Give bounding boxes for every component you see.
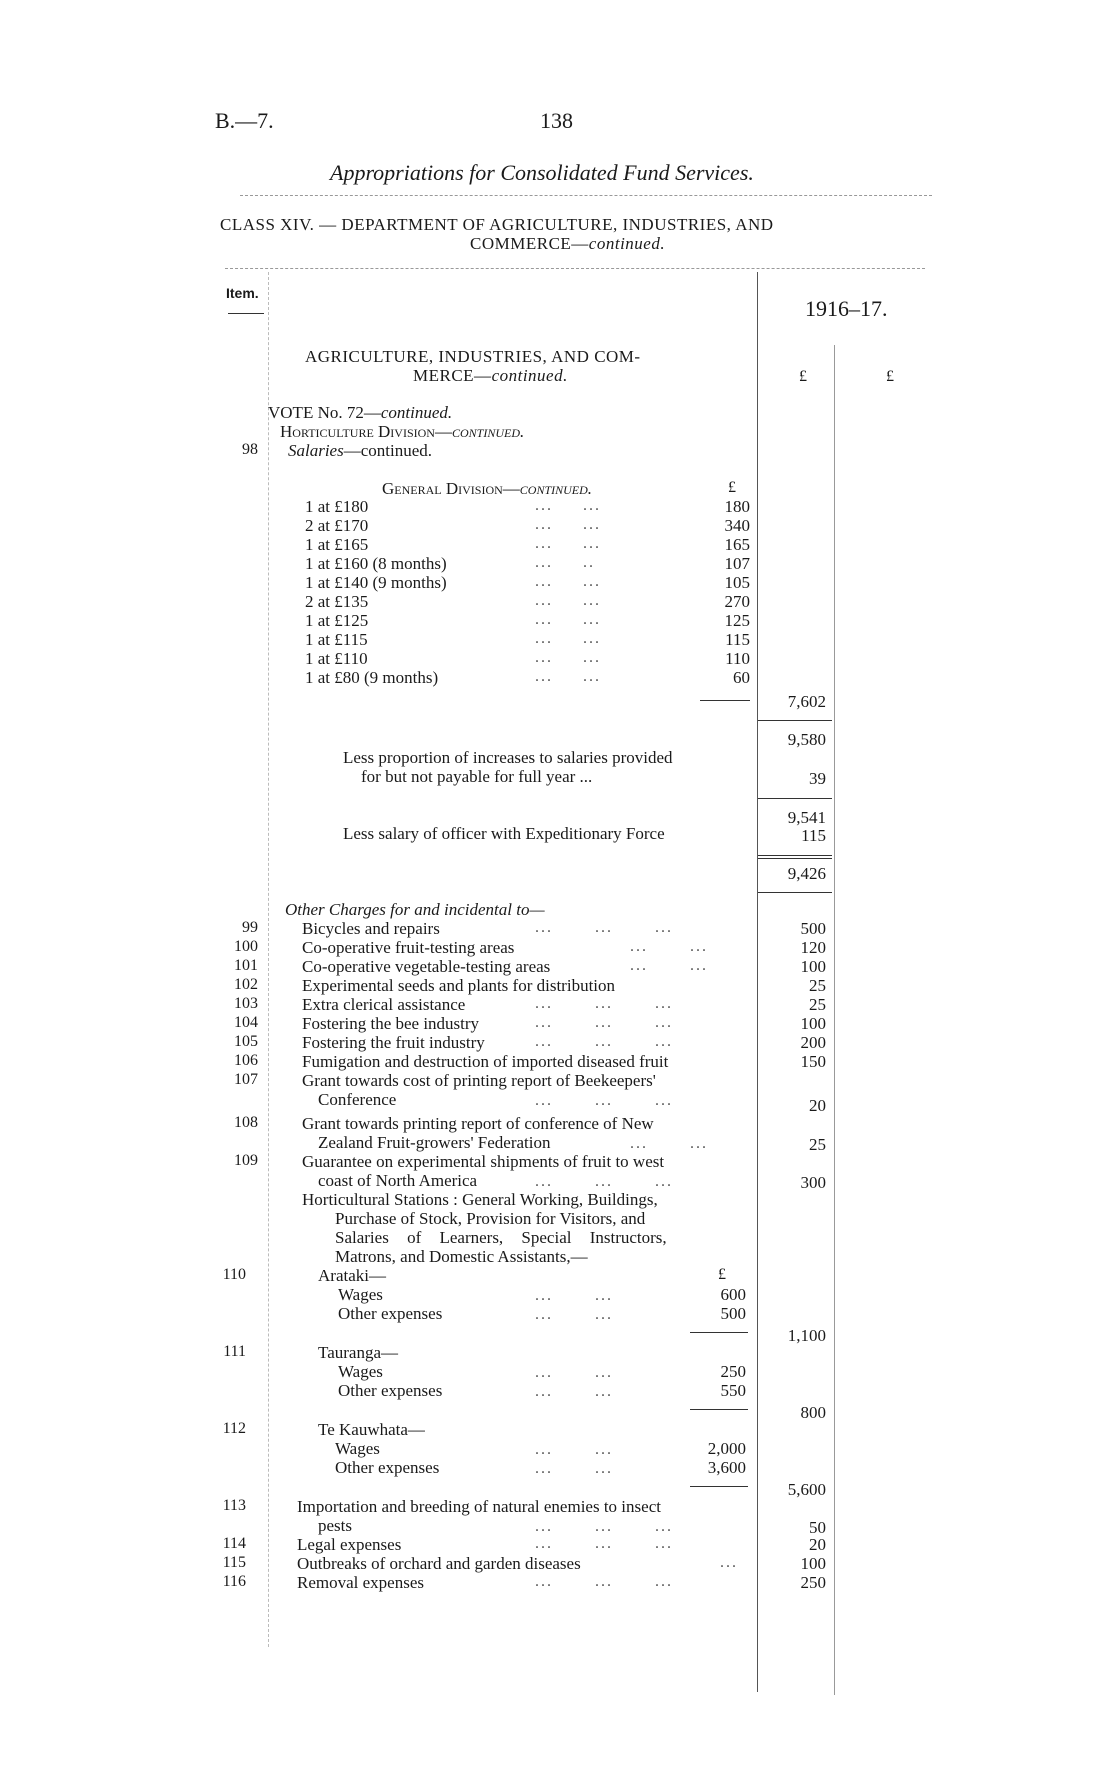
net-salaries-total: 9,426 — [787, 864, 826, 883]
general-division-heading: General Division—continued. — [382, 479, 593, 498]
item-number-113: 113 — [222, 1497, 246, 1514]
total-rule-2 — [758, 798, 832, 799]
salary-row: 1 at £80 (9 months) ... ... 60 — [305, 668, 750, 687]
vote-number: VOTE No. 72—continued. — [268, 403, 453, 422]
gross-total: 9,580 — [787, 730, 826, 749]
total-rule-4 — [758, 892, 832, 893]
te-kauwhata-other-label: Other expenses — [335, 1458, 440, 1477]
item-number-110: 110 — [222, 1266, 246, 1283]
item-number-98: 98 — [242, 441, 258, 458]
arataki-wages: 600 — [720, 1285, 746, 1304]
item-header-underline — [228, 313, 264, 314]
section-title-line1: AGRICULTURE, INDUSTRIES, AND COM- — [305, 347, 641, 366]
charge-row: 100 Co-operative fruit-testing areas ... ... 120 — [234, 938, 826, 957]
less-salary-amount: 115 — [801, 826, 826, 845]
pound-sign-col1: £ — [799, 368, 807, 385]
tauranga-wages: 250 — [720, 1362, 746, 1381]
arataki-pound: £ — [718, 1266, 726, 1283]
item-107-amount: 20 — [809, 1096, 826, 1115]
tauranga-other-dots: ... ... — [535, 1383, 613, 1400]
te-kauwhata-total: 5,600 — [787, 1480, 826, 1499]
tauranga-other-label: Other expenses — [338, 1381, 443, 1400]
less-proportion-line1: Less proportion of increases to salaries provided — [343, 748, 673, 767]
item-109-dots: ... ... ... — [535, 1173, 673, 1190]
pound-sign-col2: £ — [886, 368, 894, 385]
arataki-heading: Arataki— — [318, 1266, 386, 1285]
salary-row: 2 at £135 ... ... 270 — [305, 592, 750, 611]
stations-line3: Salaries of Learners, Special Instructors, — [335, 1228, 667, 1247]
arataki-other: 500 — [720, 1304, 746, 1323]
charge-row: 101 Co-operative vegetable-testing areas ... ... 100 — [234, 957, 826, 976]
salary-subtotal: 7,602 — [787, 692, 826, 711]
item-113-amount: 50 — [809, 1518, 826, 1537]
arataki-total: 1,100 — [787, 1326, 826, 1345]
salary-row: 1 at £110 ... ... 110 — [305, 649, 750, 668]
te-kauwhata-wages-label: Wages — [335, 1439, 380, 1458]
table-top-rule — [225, 268, 925, 269]
item-113-dots: ... ... ... — [535, 1518, 673, 1535]
salary-row: 1 at £125 ... ... 125 — [305, 611, 750, 630]
subtotal-after-less: 9,541 — [787, 808, 826, 827]
tauranga-wages-label: Wages — [338, 1362, 383, 1381]
item-number-111: 111 — [223, 1343, 246, 1360]
arataki-wages-label: Wages — [338, 1285, 383, 1304]
te-kauwhata-heading: Te Kauwhata— — [318, 1420, 425, 1439]
page-subtitle: Appropriations for Consolidated Fund Services. — [330, 160, 754, 185]
item-number-108: 108 — [234, 1114, 258, 1131]
stations-line4: Matrons, and Domestic Assistants,— — [335, 1247, 588, 1266]
section-title-line2: MERCE—continued. — [413, 366, 568, 385]
salary-row: 1 at £115 ... ... 115 — [305, 630, 750, 649]
charge-row: 103 Extra clerical assistance ... ... ... 25 — [234, 995, 826, 1014]
less-proportion-amount: 39 — [809, 769, 826, 788]
charge-row: 99 Bicycles and repairs ... ... ... 500 — [242, 919, 826, 938]
charge-row: 114 Legal expenses ... ... ... 20 — [222, 1535, 826, 1554]
salary-row: 1 at £180 ... ... 180 — [305, 497, 750, 516]
tauranga-total: 800 — [800, 1403, 826, 1422]
other-charges-heading: Other Charges for and incidental to— — [285, 900, 545, 919]
item-108-line1: Grant towards printing report of conference of New — [302, 1114, 654, 1133]
item-109-line1: Guarantee on experimental shipments of fruit to west — [302, 1152, 665, 1171]
item-113-line2: pests — [318, 1516, 352, 1535]
tauranga-wages-dots: ... ... — [535, 1364, 613, 1381]
class-heading-line2: COMMERCE—continued. — [470, 234, 666, 253]
item-number-112: 112 — [222, 1420, 246, 1437]
less-proportion-line2: for but not payable for full year ... — [361, 767, 593, 786]
salary-subtotal-rule — [700, 700, 750, 701]
page-number: 138 — [540, 108, 573, 133]
salary-list — [305, 497, 750, 687]
charge-row: 105 Fostering the fruit industry ... ... ... 200 — [234, 1033, 826, 1052]
te-kauwhata-other-dots: ... ... — [535, 1460, 613, 1477]
charge-row: 116 Removal expenses ... ... ... 250 — [222, 1573, 826, 1592]
te-kauwhata-wages-dots: ... ... — [535, 1441, 613, 1458]
year-column-header: 1916–17. — [805, 296, 888, 321]
general-division-pound: £ — [728, 479, 736, 496]
item-number-107: 107 — [234, 1071, 258, 1088]
stations-line1: Horticultural Stations : General Working, Buildings, — [302, 1190, 658, 1209]
item-109-amount: 300 — [800, 1173, 826, 1192]
total-rule-3b — [758, 858, 832, 859]
item-108-dots: ... ... — [630, 1135, 708, 1152]
report-reference: B.—7. — [215, 108, 274, 133]
item-number-109: 109 — [234, 1152, 258, 1169]
salary-row: 1 at £165 ... ... 165 — [305, 535, 750, 554]
charge-row: 104 Fostering the bee industry ... ... ... 100 — [234, 1014, 826, 1033]
header-divider — [240, 195, 932, 196]
arataki-other-dots: ... ... — [535, 1306, 613, 1323]
division-heading: Horticulture Division—continued. — [280, 422, 525, 441]
salary-row: 1 at £160 (8 months) ... .. 107 — [305, 554, 750, 573]
salary-row: 1 at £140 (9 months) ... ... 105 — [305, 573, 750, 592]
tauranga-other: 550 — [720, 1381, 746, 1400]
total-rule-1 — [758, 720, 832, 721]
class-heading-line1: CLASS XIV. — DEPARTMENT OF AGRICULTURE, INDUSTRIES, AND — [220, 215, 774, 234]
item-113-line1: Importation and breeding of natural enemies to insect — [297, 1497, 661, 1516]
salary-row: 2 at £170 ... ... 340 — [305, 516, 750, 535]
total-rule-3 — [758, 855, 832, 856]
item-107-line1: Grant towards cost of printing report of Beekeepers' — [302, 1071, 656, 1090]
arataki-wages-dots: ... ... — [535, 1287, 613, 1304]
other-charges-list — [205, 919, 835, 1071]
tail-charges-list — [206, 1535, 836, 1592]
stations-line2: Purchase of Stock, Provision for Visitors, and — [335, 1209, 646, 1228]
item-107-dots: ... ... ... — [535, 1092, 673, 1109]
arataki-rule — [690, 1332, 748, 1333]
charge-row: 102 Experimental seeds and plants for distribution 25 — [234, 976, 826, 995]
arataki-other-label: Other expenses — [338, 1304, 443, 1323]
less-salary-officer: Less salary of officer with Expeditionary Force — [343, 824, 665, 843]
tauranga-rule — [690, 1409, 748, 1410]
item-109-line2: coast of North America — [318, 1171, 478, 1190]
tauranga-heading: Tauranga— — [318, 1343, 398, 1362]
item-108-line2: Zealand Fruit-growers' Federation — [318, 1133, 551, 1152]
item-column-header: Item. — [226, 285, 259, 301]
salaries-heading: Salaries—continued. — [288, 441, 433, 460]
te-kauwhata-other: 3,600 — [707, 1458, 746, 1477]
charge-row: 115 Outbreaks of orchard and garden diseases ... 100 — [222, 1554, 826, 1573]
item-107-line2: Conference — [318, 1090, 397, 1109]
charge-row: 106 Fumigation and destruction of imported diseased fruit 150 — [234, 1052, 826, 1071]
te-kauwhata-rule — [690, 1486, 748, 1487]
item-108-amount: 25 — [809, 1135, 826, 1154]
te-kauwhata-wages: 2,000 — [707, 1439, 746, 1458]
